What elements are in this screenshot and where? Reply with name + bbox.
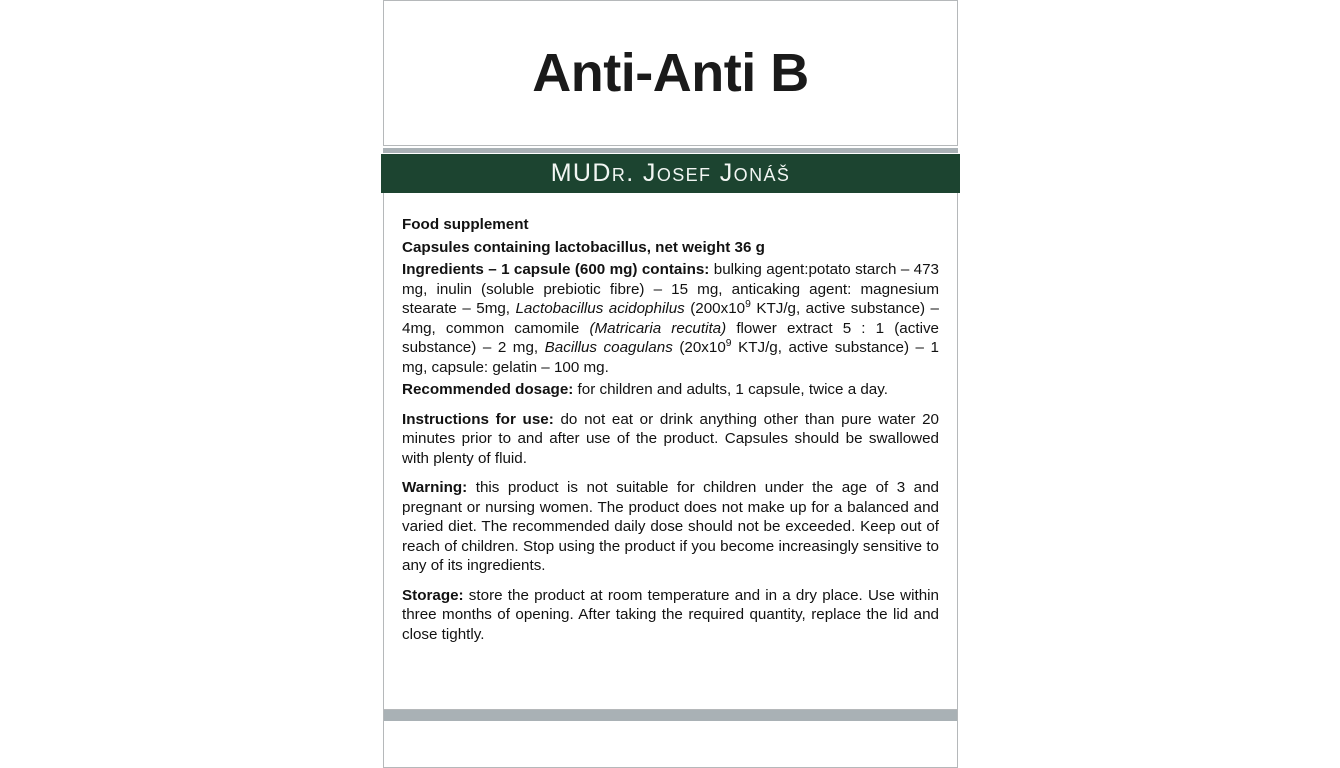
title-panel — [383, 0, 958, 146]
ingredients-text-5: (20x10 — [672, 339, 726, 356]
ingredients-text-2: (200x10 — [684, 300, 746, 317]
storage-text: store the product at room temperature and in a dry place. Use within three months of opening. After taking the required quantity, replace the lid and close tightly. — [402, 586, 939, 643]
instructions-heading: Instructions for use: — [402, 410, 554, 428]
author-banner — [381, 154, 960, 193]
ingredients-paragraph — [402, 260, 939, 377]
ingredient-species-matricaria: (Matricaria recutita) — [589, 319, 727, 337]
label-body-panel — [383, 193, 958, 710]
ingredient-species-bacillus: Bacillus coagulans — [544, 339, 673, 356]
product-title: Anti-Anti B — [532, 43, 809, 103]
ingredients-heading: Ingredients – 1 capsule (600 mg) contains: — [402, 261, 710, 278]
ingredients-text-1: bulking agent:potato starch – 473 mg, inulin (soluble prebiotic fibre) – 15 mg, anticaking agent: magnesium stearate – 5mg, — [402, 261, 939, 317]
bottom-divider-rule — [383, 710, 958, 721]
warning-heading: Warning: — [402, 479, 468, 496]
dosage-text: for children and adults, 1 capsule, twice a day. — [573, 381, 888, 398]
author-name: MUDr. Josef Jonáš — [550, 159, 791, 187]
ingredients-text-4: flower extract 5 : 1 (active substance) – 2 mg, — [402, 319, 939, 356]
instructions-paragraph — [402, 410, 939, 469]
footer-panel — [383, 721, 958, 768]
ingredients-exponent-2: 9 — [725, 337, 732, 349]
ingredients-exponent-1: 9 — [745, 298, 751, 310]
category-line: Food supplement — [402, 216, 529, 233]
storage-paragraph — [402, 586, 939, 645]
ingredients-text-6: KTJ/g, active substance) – 1 mg, capsule: gelatin – 100 mg. — [402, 339, 939, 376]
dosage-heading: Recommended dosage: — [402, 381, 574, 398]
product-label-card — [383, 0, 958, 768]
top-divider-rule — [383, 148, 958, 153]
ingredient-species-lactobacillus: Lactobacillus acidophilus — [515, 300, 685, 317]
warning-text: this product is not suitable for children under the age of 3 and pregnant or nursing women. The product does not make up for a balanced and varied diet. The recommended daily dose should not be exceeded. Keep out of reach of children. Stop using the product if you become increasingly sensitive to any of its ingredients. — [402, 479, 939, 574]
warning-paragraph — [402, 478, 939, 576]
description-line: Capsules containing lactobacillus, net weight 36 g — [402, 238, 765, 256]
ingredients-text-3: KTJ/g, active substance) – 4mg, common camomile — [402, 300, 940, 337]
storage-heading: Storage: — [402, 586, 464, 604]
instructions-text: do not eat or drink anything other than pure water 20 minutes prior to and after use of the product. Capsules should be swallowed with plenty of fluid. — [402, 410, 939, 467]
dosage-paragraph — [402, 380, 939, 400]
